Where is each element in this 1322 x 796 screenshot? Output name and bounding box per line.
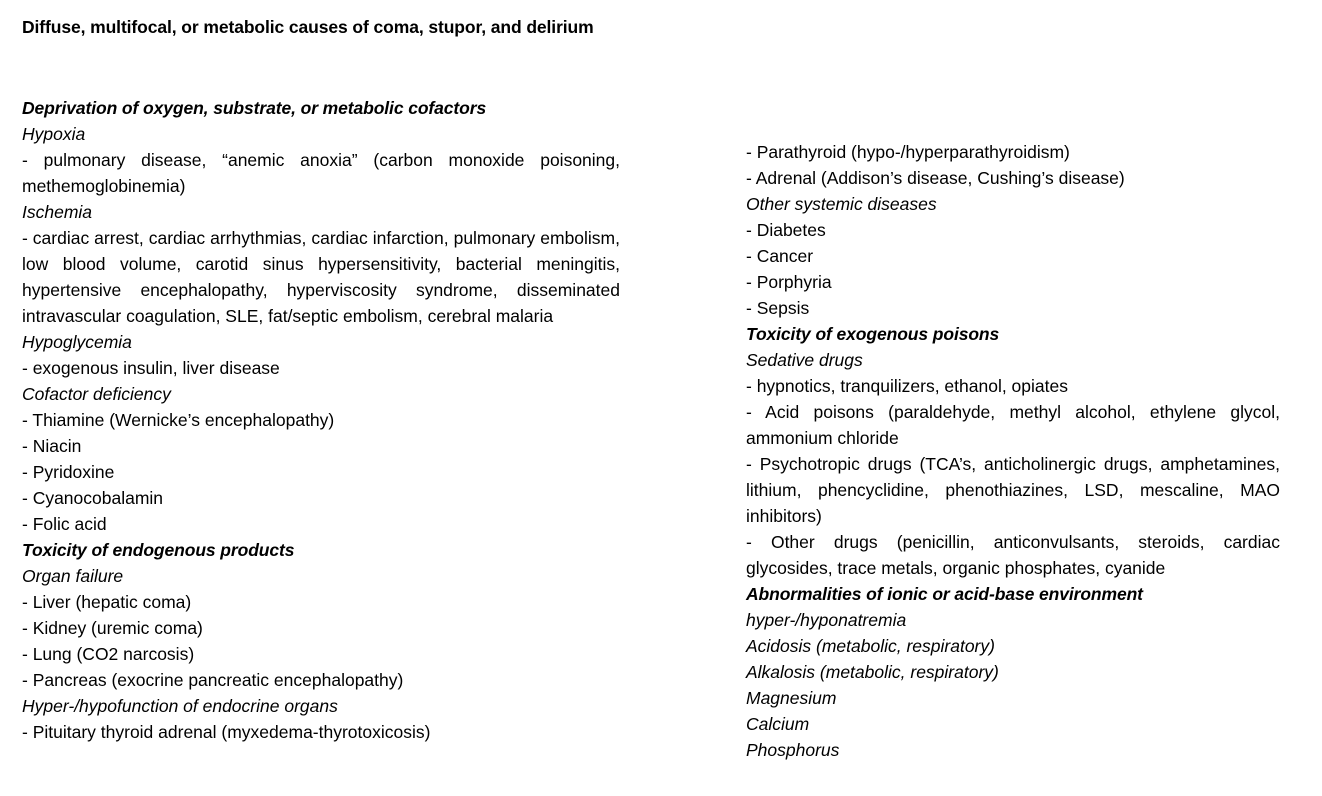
subsection-heading: Phosphorus bbox=[746, 740, 840, 760]
left-column bbox=[22, 95, 620, 745]
subsection-heading: Acidosis (metabolic, respiratory) bbox=[746, 636, 995, 656]
subsection-heading: Alkalosis (metabolic, respiratory) bbox=[746, 662, 999, 682]
page-title: Diffuse, multifocal, or metabolic causes of coma, stupor, and delirium bbox=[22, 17, 594, 37]
subsection-heading: Other systemic diseases bbox=[746, 194, 937, 214]
subsection-heading: hyper-/hyponatremia bbox=[746, 610, 907, 630]
subsection-heading: Hypoglycemia bbox=[22, 332, 132, 352]
section-heading: Toxicity of exogenous poisons bbox=[746, 324, 1000, 344]
right-column bbox=[746, 139, 1280, 763]
paragraph-line: - Other drugs (penicillin, anticonvulsants, steroids, cardiac glycosides, trace metals, organic phosphates, cyanide bbox=[746, 532, 1280, 578]
list-item: - Liver (hepatic coma) bbox=[22, 592, 192, 612]
section-heading: Toxicity of endogenous products bbox=[22, 540, 295, 560]
list-item: - Porphyria bbox=[746, 272, 832, 292]
list-item: - Parathyroid (hypo-/hyperparathyroidism) bbox=[746, 142, 1070, 162]
list-item: - Pancreas (exocrine pancreatic encephalopathy) bbox=[22, 670, 404, 690]
paragraph-line: - cardiac arrest, cardiac arrhythmias, cardiac infarction, pulmonary embolism, low blood volume, carotid sinus hypersensitivity, bacterial meningitis, hypertensive encephalopathy, hyperviscosity syndrome, disseminated intravascular coagulation, SLE, fat/septic embolism, cerebral malaria bbox=[22, 228, 620, 326]
list-item: - Folic acid bbox=[22, 514, 107, 534]
paragraph-line: - Psychotropic drugs (TCA’s, anticholinergic drugs, amphetamines, lithium, phencyclidine, phenothiazines, LSD, mescaline, MAO inhibitors) bbox=[746, 454, 1280, 526]
list-item: - Cancer bbox=[746, 246, 814, 266]
list-item: - hypnotics, tranquilizers, ethanol, opiates bbox=[746, 376, 1068, 396]
subsection-heading: Sedative drugs bbox=[746, 350, 863, 370]
list-item: - Lung (CO2 narcosis) bbox=[22, 644, 195, 664]
list-item: - Niacin bbox=[22, 436, 82, 456]
list-item: - Sepsis bbox=[746, 298, 810, 318]
paragraph-line: - pulmonary disease, “anemic anoxia” (carbon monoxide poisoning, methemoglobinemia) bbox=[22, 150, 620, 196]
subsection-heading: Organ failure bbox=[22, 566, 124, 586]
list-item: - Pituitary thyroid adrenal (myxedema-thyrotoxicosis) bbox=[22, 722, 431, 742]
subsection-heading: Hyper-/hypofunction of endocrine organs bbox=[22, 696, 338, 716]
list-item: - Adrenal (Addison’s disease, Cushing’s disease) bbox=[746, 168, 1125, 188]
section-heading: Abnormalities of ionic or acid-base environment bbox=[746, 584, 1143, 604]
paragraph-line: - Acid poisons (paraldehyde, methyl alcohol, ethylene glycol, ammonium chloride bbox=[746, 402, 1280, 448]
list-item: - Cyanocobalamin bbox=[22, 488, 164, 508]
list-item: - Thiamine (Wernicke’s encephalopathy) bbox=[22, 410, 335, 430]
list-item: - Pyridoxine bbox=[22, 462, 115, 482]
subsection-heading: Ischemia bbox=[22, 202, 93, 222]
subsection-heading: Magnesium bbox=[746, 688, 837, 708]
list-item: - Kidney (uremic coma) bbox=[22, 618, 203, 638]
subsection-heading: Hypoxia bbox=[22, 124, 86, 144]
list-item: - Diabetes bbox=[746, 220, 826, 240]
section-heading: Deprivation of oxygen, substrate, or metabolic cofactors bbox=[22, 98, 487, 118]
subsection-heading: Calcium bbox=[746, 714, 810, 734]
list-item: - exogenous insulin, liver disease bbox=[22, 358, 280, 378]
subsection-heading: Cofactor deficiency bbox=[22, 384, 171, 404]
